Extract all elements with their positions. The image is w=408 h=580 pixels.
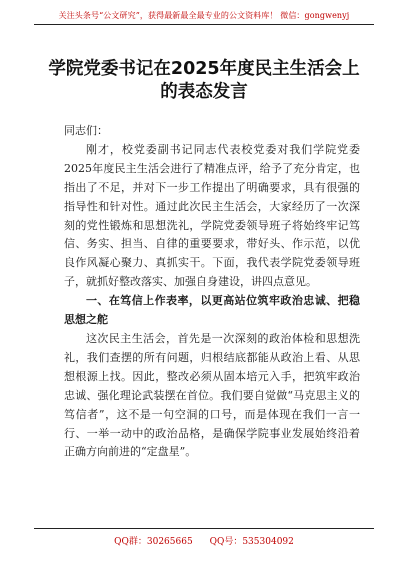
title-line-1: 学院党委书记在2025年度民主生活会上 <box>48 59 360 79</box>
header-divider <box>34 24 374 25</box>
footer-divider <box>34 528 374 529</box>
footer-qq-group: QQ群：30265665 <box>114 537 193 547</box>
document-body <box>64 122 360 462</box>
title-line-2: 的表态发言 <box>160 82 248 102</box>
section-heading-1: 一、在笃信上作表率，以更高站位筑牢政治忠诚、把稳思想之舵 <box>64 294 360 327</box>
header-banner: 关注头条号“公文研究”，获得最新最全最专业的公文资料库！ 微信：gongwenyj <box>58 11 350 20</box>
footer-contact <box>0 534 408 547</box>
paragraph-section-1: 这次民主生活会，首先是一次深刻的政治体检和思想洗礼，我们查摆的所有问题，归根结底都能从政治上看、从思想根源上找。因此，整改必须从固本培元入手，把筑牢政治忠诚、强化理论武装摆在首位。我们要自觉做“马克思主义的笃信者”，这不是一句空洞的口号，而是体现在我们一言一行、一举一动中的政治品格，是确保学院事业发展始终沿着正确方向前进的“定盘星”。 <box>64 331 360 459</box>
footer-qq-number: QQ号：535304092 <box>209 537 294 547</box>
document-title <box>30 58 378 104</box>
paragraph-intro: 刚才，校党委副书记同志代表校党委对我们学院党委2025年度民主生活会进行了精准点评，给予了充分肯定，也指出了不足，并对下一步工作提出了明确要求，具有很强的指导性和针对性。通过此次民主生活会，大家经历了一次深刻的党性锻炼和思想洗礼，学院党委领导班子将始终牢记笃信、务实、担当、自律的重要要求，带好头、作示范，以优良作风凝心聚力、真抓实干。下面，我代表学院党委领导班子，就抓好整改落实、加强自身建设，讲四点意见。 <box>64 142 360 289</box>
greeting: 同志们： <box>64 124 108 137</box>
